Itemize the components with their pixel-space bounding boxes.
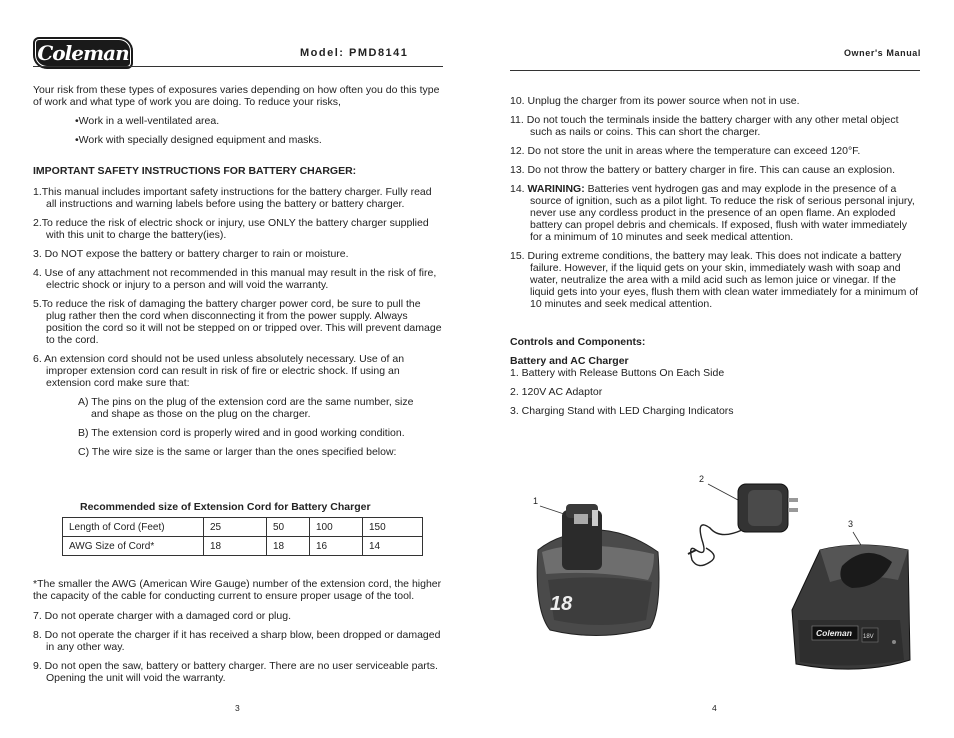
safety-item: 6. An extension cord should not be used unless absolutely necessary. Use of an improper extension cord can result in risk of fire or electric shock. If using an extension cord make sure that: <box>33 353 405 389</box>
callout-3: 3 <box>848 519 854 529</box>
warning-item <box>510 183 920 243</box>
safety-item: 3. Do NOT expose the battery or battery charger to rain or moisture. <box>33 248 349 260</box>
table-cell: AWG Size of Cord* <box>63 537 204 556</box>
table-cell: 25 <box>204 518 267 537</box>
sub-item: A) The pins on the plug of the extension cord are the same number, size and shape as those on the plug on the charger. <box>78 396 414 420</box>
controls-heading: Controls and Components: <box>510 336 646 348</box>
footnote: *The smaller the AWG (American Wire Gauge) number of the extension cord, the higher the capacity of the cable for conducting current to ensure proper usage of the tool. <box>33 578 442 602</box>
component-item: 1. Battery with Release Buttons On Each Side <box>510 367 725 379</box>
table-cell: 100 <box>310 518 363 537</box>
safety-item: 10. Unplug the charger from its power source when not in use. <box>510 95 800 107</box>
sub-item: C) The wire size is the same or larger than the ones specified below: <box>78 446 397 458</box>
manual-title: Owner's Manual <box>843 48 921 58</box>
safety-item: 12. Do not store the unit in areas where the temperature can exceed 120°F. <box>510 145 861 157</box>
stand-logo: Coleman <box>816 628 852 638</box>
right-column <box>510 95 920 417</box>
table-cell: 16 <box>310 537 363 556</box>
left-column-bottom <box>33 578 443 684</box>
warning-text: Batteries vent hydrogen gas and may explode in the presence of a source of ignition, such as a pilot light. To reduce the risk of serious personal injury, never use any cordless product in the presence of an open flame. An exploded battery can propel debris and chemicals. If exposed, flush with water immediately for a minimum of 10 minutes and seek medical attention. <box>530 183 915 243</box>
table-cell: 50 <box>267 518 310 537</box>
safety-item: 9. Do not open the saw, battery or battery charger. There are no user serviceable parts. Opening the unit will void the warranty. <box>33 660 438 684</box>
component-item: 3. Charging Stand with LED Charging Indicators <box>510 405 734 417</box>
safety-heading: IMPORTANT SAFETY INSTRUCTIONS FOR BATTERY CHARGER: <box>33 165 357 177</box>
table-row <box>63 518 423 537</box>
warning-number: 14. <box>510 183 525 195</box>
ac-adaptor-image <box>688 484 798 566</box>
safety-item: 7. Do not operate charger with a damaged cord or plug. <box>33 610 291 622</box>
left-column <box>33 84 443 458</box>
model-number: Model: PMD8141 <box>300 47 409 59</box>
callout-1: 1 <box>533 496 539 506</box>
callout-2: 2 <box>699 474 705 484</box>
intro-paragraph: Your risk from these types of exposures varies depending on how often you do this type of work and what type of work you are doing. To reduce your risks, <box>33 84 440 108</box>
bullet-item: •Work with specially designed equipment and masks. <box>75 134 322 146</box>
coleman-logo: Coleman <box>33 37 133 69</box>
callout-line <box>708 484 738 500</box>
table-cell: 18 <box>267 537 310 556</box>
header-rule-left <box>33 66 443 67</box>
safety-item: 13. Do not throw the battery or battery charger in fire. This can cause an explosion. <box>510 164 896 176</box>
page-number-left: 3 <box>235 703 240 713</box>
charging-stand-image <box>792 545 910 669</box>
bullet-item: •Work in a well-ventilated area. <box>75 115 220 127</box>
table-cell: 150 <box>363 518 423 537</box>
battery-label: 18 <box>550 593 573 615</box>
components-illustration <box>520 470 920 690</box>
led-indicator <box>892 640 896 644</box>
safety-item: 15. During extreme conditions, the battery may leak. This does not indicate a battery failure. However, if the liquid gets on your skin, immediately wash with soap and water, neutralize the area with a mild acid such as lemon juice or vinegar. If the liquid gets into your eyes, flush them with clean water immediately for a minimum of 10 minutes and seek medical attention. <box>510 250 919 310</box>
components-subheading: Battery and AC Charger <box>510 355 629 367</box>
safety-item: 1.This manual includes important safety instructions for the battery charger. Fully read all instructions and warning labels before using the battery or battery charger. <box>33 186 432 210</box>
table-cell: 14 <box>363 537 423 556</box>
component-item: 2. 120V AC Adaptor <box>510 386 603 398</box>
safety-item: 5.To reduce the risk of damaging the battery charger power cord, be sure to pull the plug rather then the cord when disconnecting it from the power supply. Always position the cord so it will not be stepped on or tripped over. This will prevent damage to the cord. <box>33 298 442 346</box>
table-title: Recommended size of Extension Cord for Battery Charger <box>80 501 371 513</box>
stand-voltage: 18V <box>863 634 874 640</box>
safety-item: 2.To reduce the risk of electric shock or injury, use ONLY the battery charger supplied with this unit to charge the battery(ies). <box>33 217 429 241</box>
page-number-right: 4 <box>712 703 717 713</box>
safety-item: 11. Do not touch the terminals inside the battery charger with any other metal object such as nails or coins. This can short the charger. <box>510 114 899 138</box>
safety-item: 8. Do not operate the charger if it has received a sharp blow, been dropped or damaged in any other way. <box>33 629 441 653</box>
table-cell: 18 <box>204 537 267 556</box>
warning-label: WARINING: <box>527 183 585 195</box>
table-row <box>63 537 423 556</box>
header-rule-right <box>510 70 920 71</box>
table-cell: Length of Cord (Feet) <box>63 518 204 537</box>
extension-cord-table <box>62 517 423 556</box>
safety-item: 4. Use of any attachment not recommended in this manual may result in the risk of fire, electric shock or injury to a person and will void the warranty. <box>33 267 437 291</box>
sub-item: B) The extension cord is properly wired and in good working condition. <box>78 427 405 439</box>
battery-image <box>537 504 659 636</box>
